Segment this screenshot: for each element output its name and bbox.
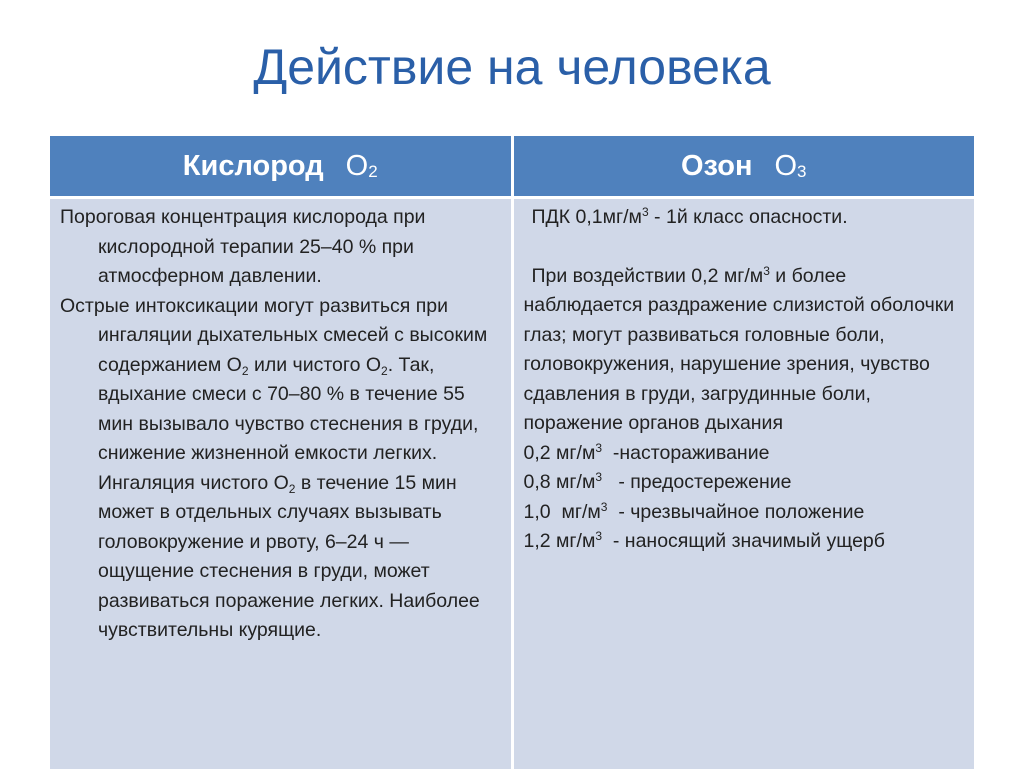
ozone-level-item: 1,0 $мг/м^3$ - чрезвычайное положение — [524, 498, 965, 528]
ozone-level-item: 0,2 $мг/м^3$ -настораживание — [524, 439, 965, 469]
header-oxygen-name: Кислород — [183, 150, 324, 182]
oxygen-cell — [50, 198, 512, 769]
ozone-effect-text: При воздействии 0,2 $мг/м^3$ и более наблюдается раздражение слизистой оболочки глаз; могут развиваться головные боли, головокружения, нарушение зрения, чувство сдавления в груди, загрудинные боли, поражение органов дыхания — [524, 262, 965, 439]
header-oxygen — [50, 136, 512, 198]
header-oxygen-symbol: $O_2$ — [346, 150, 378, 182]
page-title: Действие на человека — [0, 38, 1024, 96]
header-ozone — [512, 136, 974, 198]
ozone-level-item: 0,8 $мг/м^3$ - предостережение — [524, 468, 965, 498]
ozone-level-item: 1,2 $мг/м^3$ - наносящий значимый ущерб — [524, 527, 965, 557]
comparison-table — [50, 136, 974, 769]
ozone-cell — [512, 198, 974, 769]
oxygen-intoxication-text: Острые интоксикации могут развиться при ингаляции дыхательных смесей с высоким содержанием $O_2$ или чистого $O_2$. Так, вдыхание смеси с 70–80 % в течение 55 мин вызывало чувство стеснения в груди, снижение жизненной емкости легких. Ингаляция чистого $O_2$ в течение 15 мин может в отдельных случаях вызывать головокружение и рвоту, 6–24 ч — ощущение стеснения в груди, может развиваться поражение легких. Наиболее чувствительны курящие. — [60, 292, 497, 646]
ozone-pdk-text: ПДК $0,1мг/м^3 - 1й$ класс опасности. — [524, 203, 965, 233]
header-ozone-name: Озон — [681, 150, 752, 182]
header-ozone-symbol: $O_3$ — [774, 150, 806, 182]
oxygen-threshold-text: Пороговая концентрация кислорода при кислородной терапии 25–40 % при атмосферном давлении. — [60, 203, 497, 292]
ozone-levels-list — [524, 439, 965, 557]
